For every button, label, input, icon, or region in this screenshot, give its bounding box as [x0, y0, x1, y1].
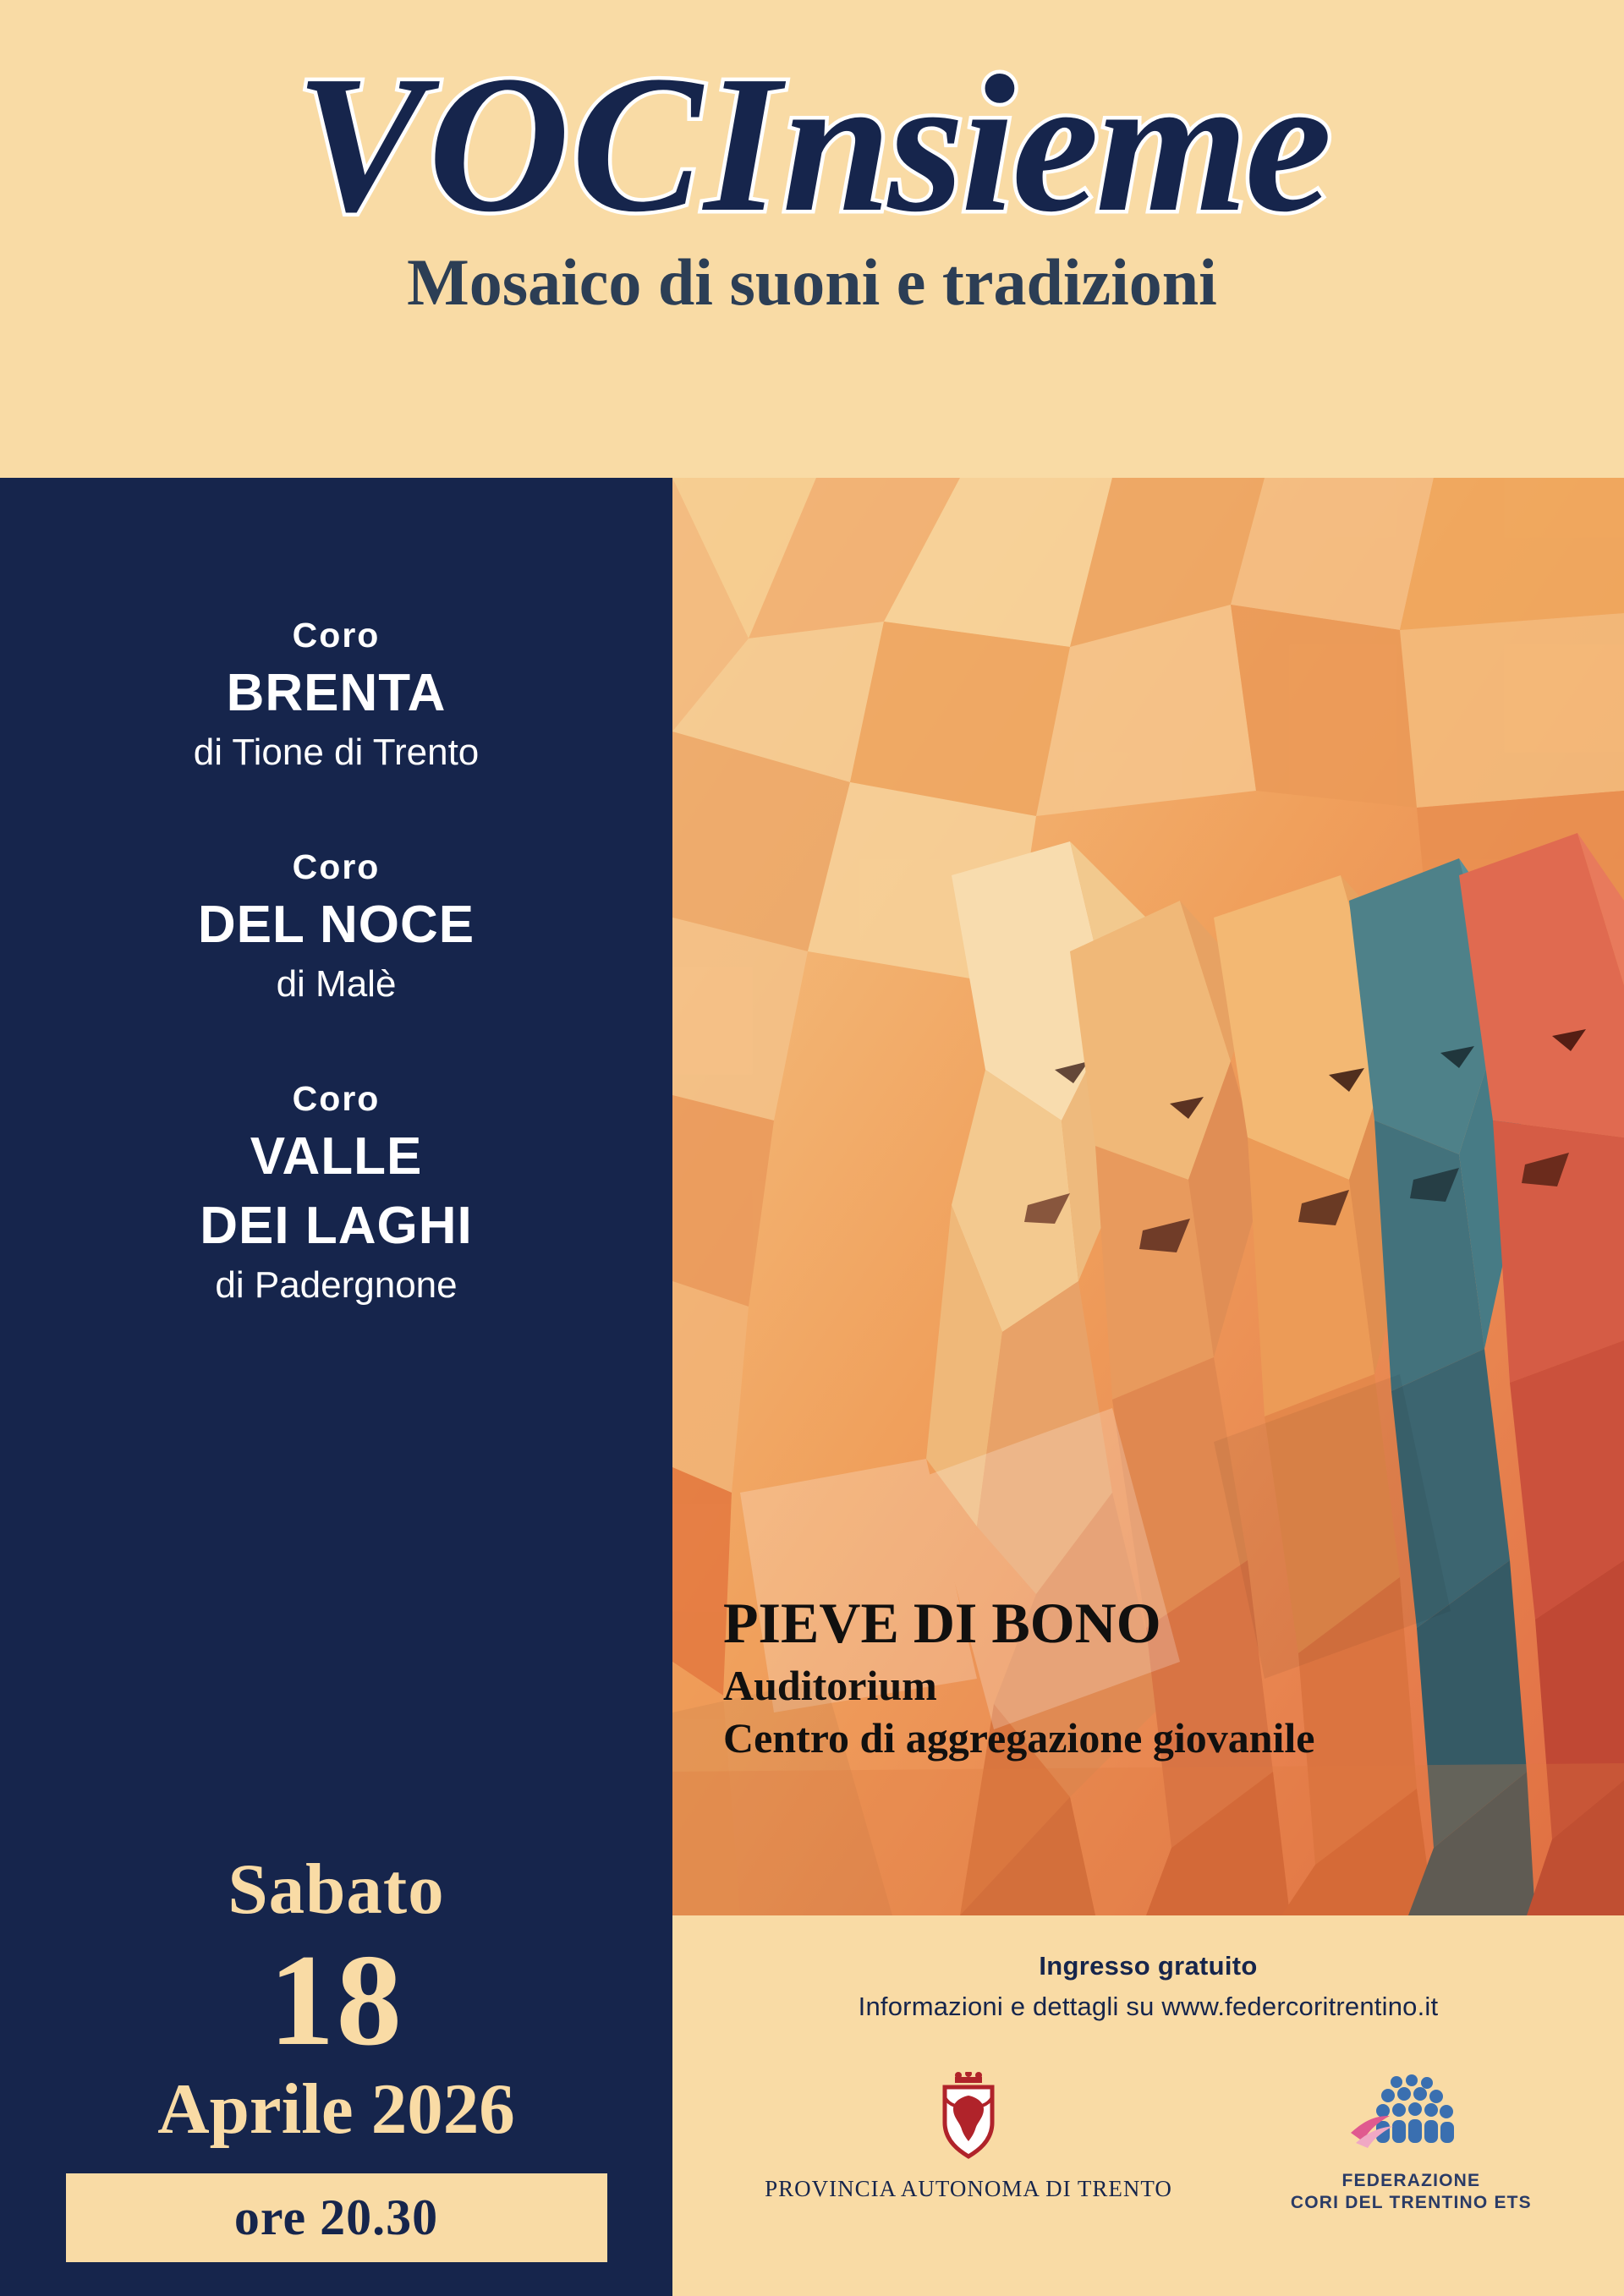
trento-eagle-crest-icon: [918, 2072, 1019, 2165]
date-day: 18: [269, 1927, 403, 2073]
logo-federcori-caption-line1: FEDERAZIONE: [1341, 2171, 1481, 2190]
left-panel: [0, 478, 672, 2296]
choir-list: [0, 613, 672, 1310]
choir-city: di Tione di Trento: [193, 732, 480, 773]
title-part1: VOCI: [295, 36, 782, 253]
choir-name: VALLE: [250, 1127, 423, 1186]
logo-federcori-caption-line2: CORI DEL TRENTINO ETS: [1290, 2193, 1532, 2212]
logo-provincia-caption: PROVINCIA AUTONOMA DI TRENTO: [765, 2176, 1172, 2201]
venue-block: [723, 1590, 1577, 1764]
logo-row: [672, 2072, 1624, 2214]
choir-city: di Padergnone: [215, 1264, 458, 1306]
title-wrap: [0, 36, 1624, 319]
date-block: [0, 1850, 672, 2262]
choir-role: Coro: [292, 1079, 381, 1118]
date-month-year: Aprile 2026: [157, 2069, 515, 2149]
logo-provincia: [765, 2072, 1172, 2202]
choir-name-second-line: DEI LAGHI: [200, 1197, 473, 1255]
venue-line-2: Centro di aggregazione giovanile: [723, 1714, 1315, 1762]
choir-name: DEL NOCE: [197, 896, 475, 954]
choir-role: Coro: [292, 616, 381, 655]
title-part2: nsieme: [782, 36, 1329, 253]
choir-item: [0, 1077, 672, 1310]
choir-name: BRENTA: [226, 664, 447, 722]
poster-header: [0, 0, 1624, 478]
venue-city: PIEVE DI BONO: [723, 1591, 1161, 1655]
choir-item: [0, 613, 672, 777]
page-title: [295, 36, 1329, 253]
free-entry-text: Ingresso gratuito: [1039, 1951, 1258, 1981]
page-subtitle: Mosaico di suoni e tradizioni: [407, 245, 1217, 319]
venue-line-1: Auditorium: [723, 1662, 937, 1709]
poster-footer: [672, 1915, 1624, 2296]
choir-city: di Malè: [276, 963, 397, 1005]
logo-federcori-caption: [1291, 2170, 1532, 2214]
date-weekday: Sabato: [228, 1849, 445, 1929]
info-text: Informazioni e dettagli su www.federcoritrentino.it: [858, 1992, 1439, 2021]
time-badge: ore 20.30: [66, 2173, 607, 2262]
federcori-people-icon: [1347, 2072, 1474, 2161]
choir-item: [0, 845, 672, 1009]
logo-federcori: [1291, 2072, 1532, 2214]
choir-role: Coro: [292, 847, 381, 886]
